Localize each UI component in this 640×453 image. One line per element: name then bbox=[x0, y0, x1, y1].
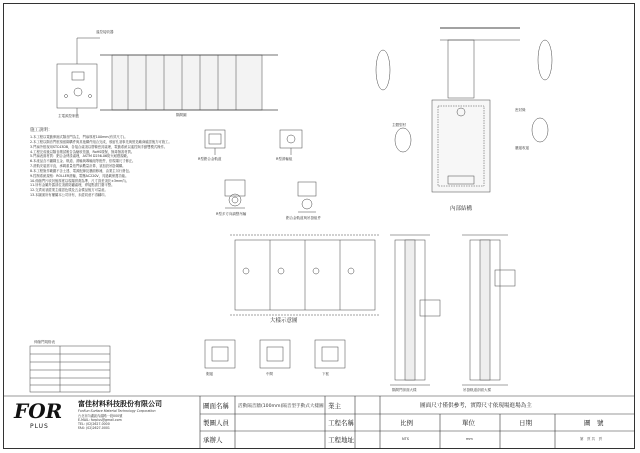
notes-table bbox=[30, 346, 110, 392]
drafter-label: 製圖人員 bbox=[203, 419, 229, 427]
company-fax: FAX: (02)2627-0001 bbox=[78, 426, 110, 430]
note-item: 13.本圖面所有權屬本公司所有，未經同意不得翻印。 bbox=[30, 193, 108, 197]
note-item: 2.本工程以隔音門框預留鋼構件與其他構件組合完成，預留孔須事先與營造廠商確認後方可施工。 bbox=[30, 139, 172, 144]
company-email: E-MAIL: forplus@gmail.com bbox=[78, 418, 122, 422]
contractor-label: 承辦人 bbox=[203, 436, 223, 444]
construction-notes bbox=[30, 128, 190, 198]
section-details-row2 bbox=[225, 180, 316, 212]
small-section-a-label: 側邊 bbox=[206, 372, 213, 376]
inner-structure-title: 內部結構 bbox=[450, 206, 473, 212]
note-item: 8.本工程施作範圍不含土建、電源配線及牆面修補，由業主另行發包。 bbox=[30, 168, 133, 173]
section-d-label: 鋁合金軌道與吊掛組件 bbox=[286, 216, 321, 220]
top-plan-view bbox=[100, 55, 278, 110]
logo-text: FOR bbox=[14, 399, 63, 423]
detail-left-view bbox=[390, 235, 440, 385]
remote-label: 遙控接收器 bbox=[96, 30, 114, 34]
elevation-view bbox=[230, 235, 380, 315]
unit-value: mm bbox=[466, 437, 473, 441]
small-section-c-label: 下框 bbox=[322, 372, 329, 376]
control-box-label: 主電源控制盒 bbox=[58, 114, 79, 118]
control-box-drawing bbox=[57, 38, 100, 116]
logo-sub: PLUS bbox=[30, 423, 49, 430]
detail-right-label: 吊掛軌道剖面大樣 bbox=[463, 388, 491, 392]
site-label: 工程地址 bbox=[328, 436, 354, 444]
drawing-name-label: 圖面名稱 bbox=[203, 402, 229, 410]
elevation-title: 大樣示意圖 bbox=[270, 318, 298, 324]
drawing-note: 圖面尺寸僅供參考，實際尺寸依現場進場為主 bbox=[420, 403, 532, 409]
section-a-label: R型鋁合金軌道 bbox=[198, 157, 222, 161]
company-name-en: FonFun Surface Material Technology Corporation bbox=[78, 409, 156, 413]
note-item: 1.本工程以電動伸縮式隔音門為主，門扇厚度100mm(有效尺寸)。 bbox=[30, 135, 128, 140]
table-caption: 伸縮門規格表 bbox=[34, 340, 55, 344]
date-label: 日期 bbox=[519, 419, 532, 427]
company-address: 台北市內湖區內湖路一段000號 bbox=[78, 414, 123, 418]
detail-right-view bbox=[462, 235, 515, 385]
small-section-b-label: 中間 bbox=[266, 372, 273, 376]
section-b-label: R型滑輪組 bbox=[276, 157, 293, 161]
scale-value: NTS bbox=[402, 437, 409, 441]
note-item: 12.交貨前須經業主確認色樣及五金樣品後方可量產。 bbox=[30, 188, 108, 193]
section-details-row1 bbox=[205, 130, 302, 155]
frame-c-label: 密封條 bbox=[515, 108, 526, 112]
note-item: 11.所有金屬外露部位須做防鏽處理，焊接點需打磨平整。 bbox=[30, 183, 115, 188]
scale-label: 比例 bbox=[400, 419, 413, 427]
drawing-name-value: 活動隔音牆(100mm)隔音型手動式大樣圖 bbox=[238, 404, 324, 409]
top-plan-label: 隔間圖 bbox=[176, 113, 187, 117]
frame-a-label: 主體型材 bbox=[392, 123, 406, 127]
note-item: 9.控制系統規格：ROLLER滾輪，電壓AC220V，具過載保護功能。 bbox=[30, 173, 129, 178]
note-item: 3.門扇外框採用STC43DB，各接合處須以膠條密封處理，電動系統以遙控與手動雙模式操作。 bbox=[30, 144, 168, 149]
detail-left-label: 隔間門剖面大樣 bbox=[392, 388, 417, 392]
owner-label: 業主 bbox=[328, 402, 341, 410]
note-item: 10.伸縮門片收折後厚度以現場實測為準，尺寸誤差須於±3mm內。 bbox=[30, 178, 129, 183]
drawing-number-label: 圖 號 bbox=[584, 419, 604, 427]
drawing-number-value: 第 頁 共 頁 bbox=[580, 437, 603, 441]
frame-b-label: 牆邊收邊 bbox=[515, 146, 529, 150]
small-sections bbox=[205, 340, 345, 368]
note-item: 4.工程完成後以隔音測試報告為驗收依據，RoHS環保，無毒無害材質。 bbox=[30, 149, 135, 154]
note-item: 6.本產品含不鏽鋼五金、軌道、滑輪與導輪組等配件，依現場尺寸修正。 bbox=[30, 159, 136, 164]
company-logo bbox=[10, 399, 72, 445]
note-item: 7.滾軌安裝需平直，承載重量依門扇數量計算，須加設吊掛鋼構。 bbox=[30, 164, 126, 169]
section-c-label: R型多方向調整吊輪 bbox=[216, 212, 247, 216]
company-tel: TEL: (02)2627-0000 bbox=[78, 422, 110, 426]
note-item: 5.門扇表面材質：鋁合金烤漆處理，ASTM D256-06防火耐燃規範。 bbox=[30, 154, 131, 159]
project-label: 工程名稱 bbox=[328, 419, 354, 427]
company-info bbox=[78, 399, 196, 430]
company-name: 富佳材料科技股份有限公司 bbox=[78, 400, 162, 408]
notes-heading: 施工說明： bbox=[30, 128, 53, 133]
unit-label: 單位 bbox=[462, 419, 475, 427]
